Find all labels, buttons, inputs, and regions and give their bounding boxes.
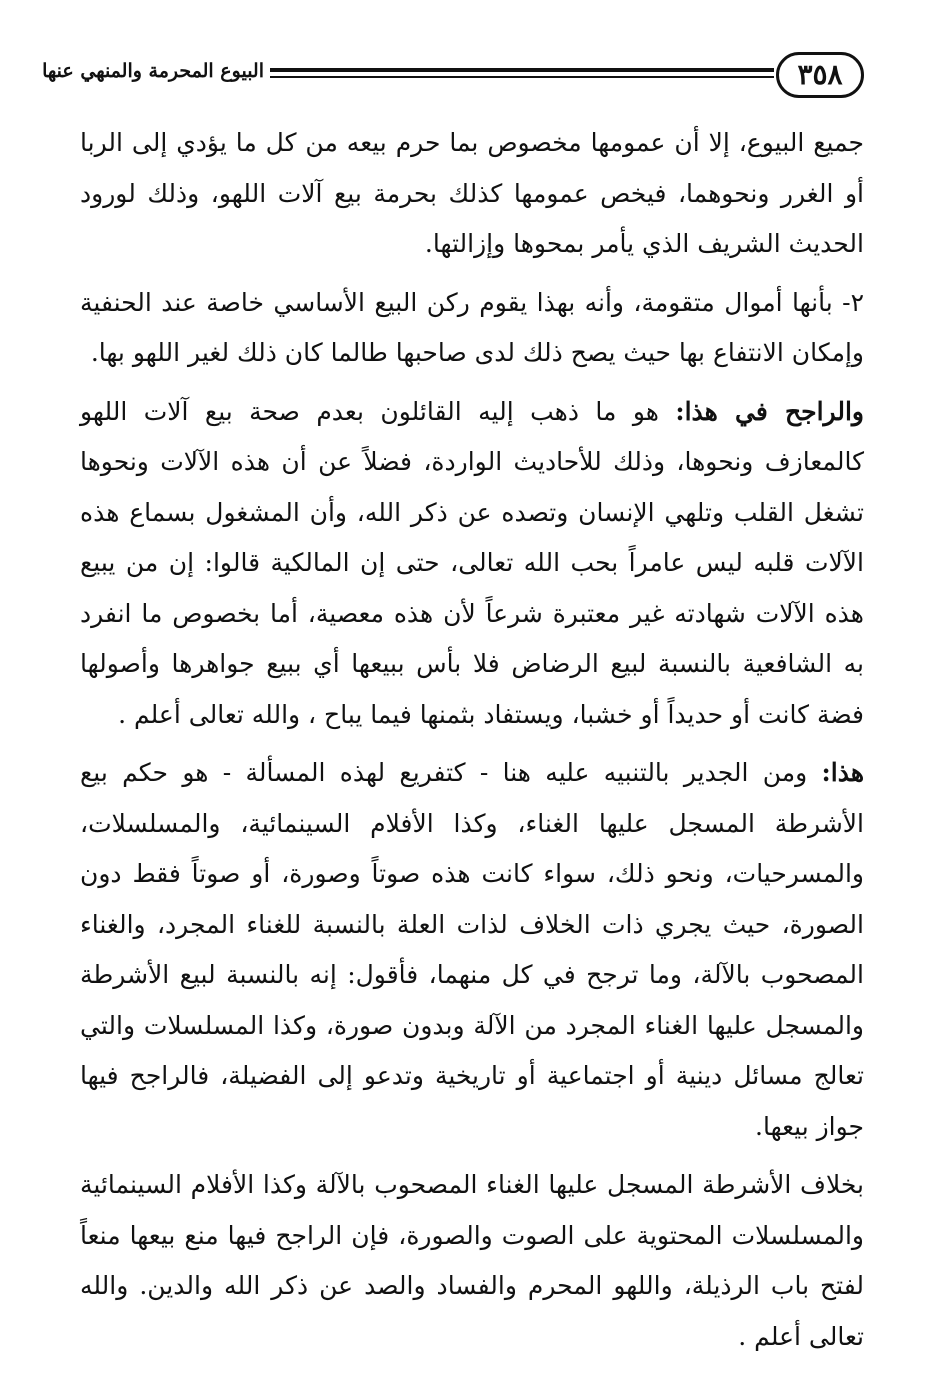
page-number: ٣٥٨ bbox=[776, 52, 864, 98]
page-header bbox=[42, 52, 864, 104]
paragraph-text: جميع البيوع، إلا أن عمومها مخصوص بما حرم بيعه من كل ما يؤدي إلى الربا أو الغرر ونحوهما، فيخص عمومها كذلك بحرمة بيع آلات اللهو، وذلك لورود الحديث الشريف الذي يأمر بمحوها وإزالتها. bbox=[80, 128, 864, 258]
header-rule-thick bbox=[270, 68, 774, 72]
paragraph-5 bbox=[80, 1160, 864, 1362]
body-text bbox=[80, 118, 864, 1370]
paragraph-1 bbox=[80, 118, 864, 270]
paragraph-text: ومن الجدير بالتنبيه عليه هنا - كتفريع لهذه المسألة - هو حكم بيع الأشرطة المسجل عليها الغناء، وكذا الأفلام السينمائية، والمسلسلات، والمسرحيات، ونحو ذلك، سواء كانت هذه صوتاً وصورة، أو صوتاً فقط دون الصورة، حيث يجري ذات الخلاف لذات العلة بالنسبة للغناء المجرد، والغناء المصحوب بالآلة، وما ترجح في كل منهما، فأقول: إنه بالنسبة لبيع الأشرطة والمسجل عليها الغناء المجرد من الآلة وبدون صورة، وكذا المسلسلات والتي تعالج مسائل دينية أو اجتماعية أو تاريخية وتدعو إلى الفضيلة، فالراجح فيها جواز بيعها. bbox=[80, 758, 864, 1141]
paragraph-3 bbox=[80, 387, 864, 741]
paragraph-lead: هذا: bbox=[821, 758, 864, 787]
paragraph-text: بخلاف الأشرطة المسجل عليها الغناء المصحوب بالآلة وكذا الأفلام السينمائية والمسلسلات المحتوية على الصوت والصورة، فإن الراجح فيها منع بيعها منعاً لفتح باب الرذيلة، واللهو المحرم والفساد والصد عن ذكر الله والدين. والله تعالى أعلم . bbox=[80, 1170, 864, 1351]
paragraph-text: هو ما ذهب إليه القائلون بعدم صحة بيع آلات اللهو كالمعازف ونحوها، وذلك للأحاديث الواردة، فضلاً عن أن هذه الآلات ونحوها تشغل القلب وتلهي الإنسان وتصده عن ذكر الله، وأن المشغول بسماع هذه الآلات قلبه ليس عامراً بحب الله تعالى، حتى إن المالكية قالوا: إن من يبيع هذه الآلات شهادته غير معتبرة شرعاً لأن هذه معصية، أما بخصوص ما انفرد به الشافعية بالنسبة لبيع الرضاض فلا بأس ببيعها أي ببيع جواهرها وأصولها فضة كانت أو حديداً أو خشبا، ويستفاد بثمنها فيما يباح ، والله تعالى أعلم . bbox=[80, 396, 864, 729]
paragraph-text: ٢- بأنها أموال متقومة، وأنه بهذا يقوم ركن البيع الأساسي خاصة عند الحنفية وإمكان الانتفاع بها حيث يصح ذلك لدى صاحبها طالما كان ذلك لغير اللهو بها. bbox=[80, 287, 864, 367]
paragraph-4 bbox=[80, 748, 864, 1152]
header-rule bbox=[270, 68, 774, 82]
paragraph-lead: والراجح في هذا: bbox=[675, 396, 864, 426]
running-title: البيوع المحرمة والمنهي عنها bbox=[42, 60, 264, 82]
header-rule-thin bbox=[270, 76, 774, 78]
paragraph-2 bbox=[80, 278, 864, 379]
